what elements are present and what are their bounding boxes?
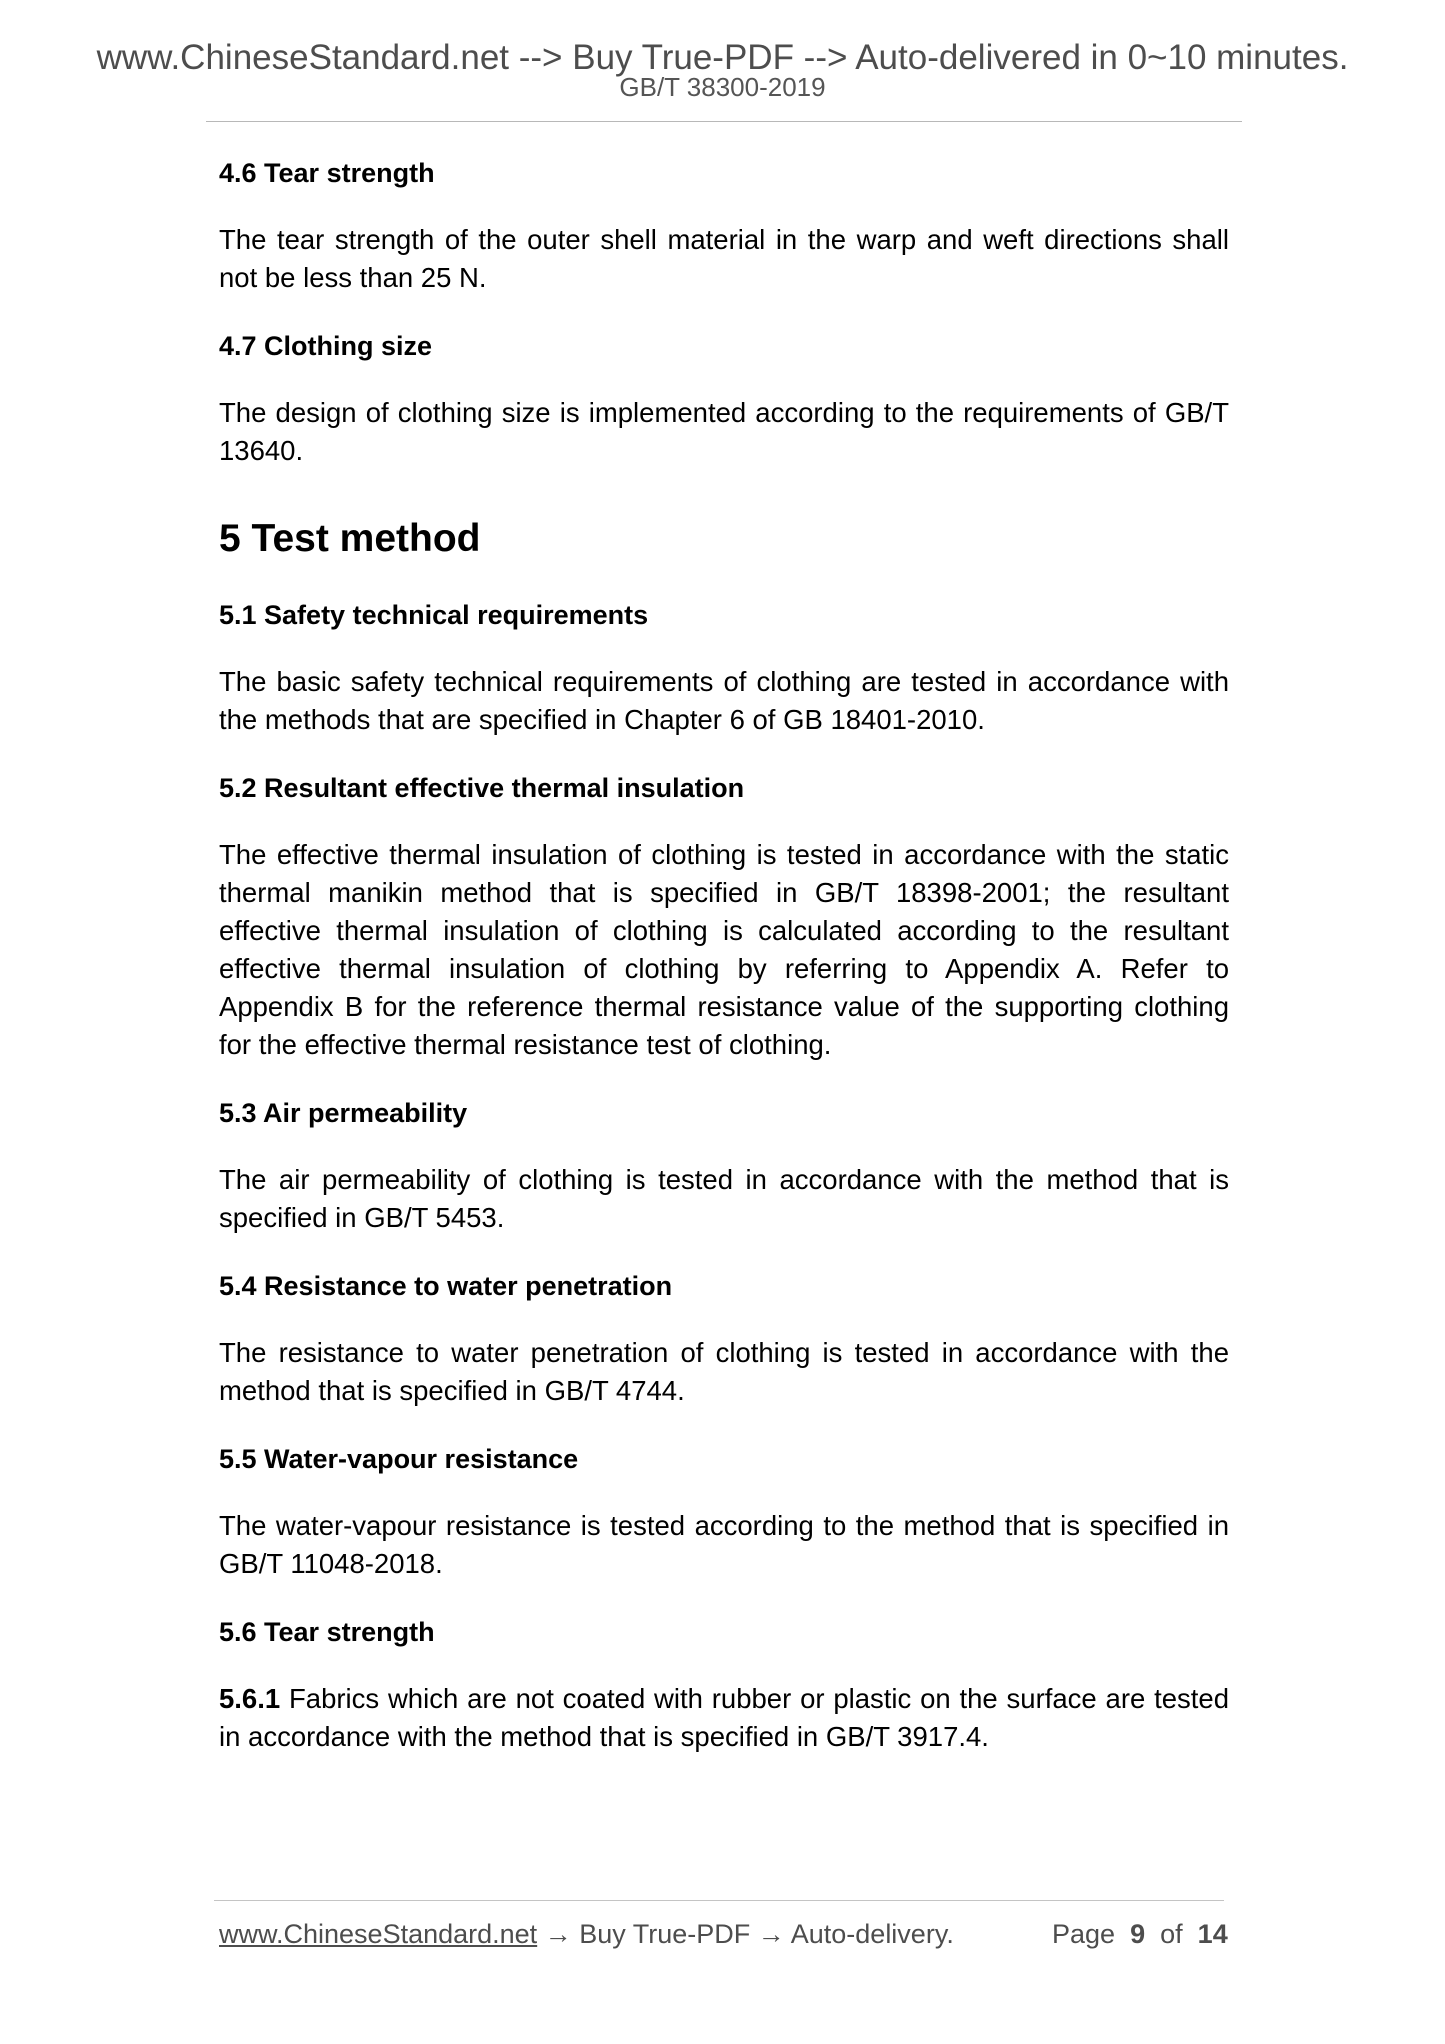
current-page-number: 9 (1130, 1919, 1146, 1949)
section-heading-5-5: 5.5 Water-vapour resistance (219, 1444, 579, 1474)
section-heading-5-3: 5.3 Air permeability (219, 1098, 468, 1128)
section-heading-5-1: 5.1 Safety technical requirements (219, 600, 649, 630)
footer-site-link[interactable]: www.ChineseStandard.net (219, 1919, 538, 1949)
section-heading-5-6: 5.6 Tear strength (219, 1617, 435, 1647)
section-text-5-1: The basic safety technical requirements of clothing are tested in accordance with the methods that are specified in Chapter 6 of GB 18401-2010. (219, 666, 1229, 735)
top-banner: www.ChineseStandard.net --> Buy True-PDF --> Auto-delivered in 0~10 minutes. (96, 38, 1349, 77)
section-heading-5-2: 5.2 Resultant effective thermal insulation (219, 773, 745, 803)
total-page-count: 14 (1197, 1919, 1228, 1949)
section-heading-4-7: 4.7 Clothing size (219, 331, 433, 361)
header-divider (206, 121, 1242, 122)
section-heading-4-6: 4.6 Tear strength (219, 158, 435, 188)
clause-text: Fabrics which are not coated with rubber or plastic on the surface are tested in accordance with the method that is specified in GB/T 3917.4. (219, 1683, 1229, 1752)
page-body (219, 154, 1229, 1786)
section-text-4-7: The design of clothing size is implemented according to the requirements of GB/T 13640. (219, 397, 1229, 466)
section-text-5-3: The air permeability of clothing is tested in accordance with the method that is specified in GB/T 5453. (219, 1164, 1229, 1233)
page-label: Page (1052, 1919, 1116, 1949)
chapter-heading-5: 5 Test method (219, 517, 481, 560)
section-text-5-5: The water-vapour resistance is tested according to the method that is specified in GB/T 11048-2018. (219, 1510, 1229, 1579)
section-text-5-2: The effective thermal insulation of clothing is tested in accordance with the static thermal manikin method that is specified in GB/T 18398-2001; the resultant effective thermal insulation of clothing is calculated according to the resultant effective thermal insulation of clothing by referring to Appendix A. Refer to Appendix B for the reference thermal resistance value of the supporting clothing for the effective thermal resistance test of clothing. (219, 839, 1229, 1060)
document-code: GB/T 38300-2019 (619, 72, 826, 102)
section-heading-5-4: 5.4 Resistance to water penetration (219, 1271, 673, 1301)
of-label: of (1160, 1919, 1183, 1949)
footer-promo (219, 1917, 954, 1951)
section-text-5-4: The resistance to water penetration of clothing is tested in accordance with the method that is specified in GB/T 4744. (219, 1337, 1229, 1406)
page-indicator (1052, 1917, 1228, 1951)
footer-promo-text: → Buy True-PDF → Auto-delivery. (537, 1919, 954, 1949)
section-text-4-6: The tear strength of the outer shell material in the warp and weft directions shall not be less than 25 N. (219, 224, 1229, 293)
footer-divider (214, 1900, 1224, 1901)
clause-number: 5.6.1 (219, 1683, 281, 1714)
clause-5-6-1 (219, 1680, 1229, 1756)
